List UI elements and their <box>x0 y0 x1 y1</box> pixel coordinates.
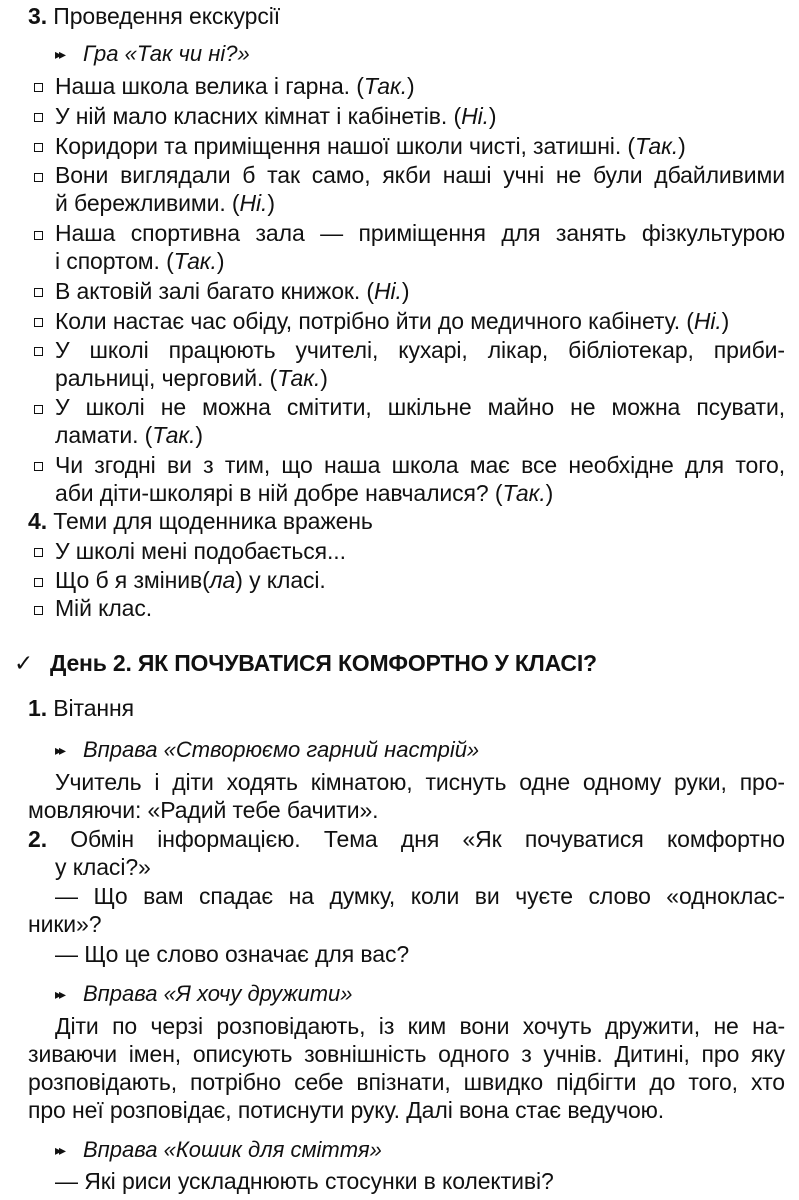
question-line: ники»? <box>28 911 102 937</box>
subsection-1-heading <box>28 694 134 722</box>
square-bullet-icon <box>34 606 43 615</box>
exercise-title: ▸▸ Вправа «Кошик для сміття» <box>55 1137 382 1162</box>
paragraph-line: про неї розповідає, потиснути руку. Далі вона стає ведучою. <box>28 1097 665 1123</box>
section-3-heading <box>28 2 280 30</box>
game-title <box>55 40 250 70</box>
subsection-2-heading-continuation: у класі?» <box>55 854 151 880</box>
question-line: — Що вам спадає на думку, коли ви чуєте слово «однoклас- <box>55 883 785 909</box>
list-item: Коридори та приміщення нашої школи чисті, затишні. (Так.) <box>55 133 686 159</box>
section-title: Обмін інформацією. Тема дня «Як почуватися комфортно <box>70 826 786 852</box>
list-item-continuation: й бережливими. (Ні.) <box>55 190 275 216</box>
list-item-continuation: ламати. (Так.) <box>55 422 203 448</box>
paragraph-line: Діти по черзі розповідають, із ким вони хочуть дружити, не на- <box>55 1013 785 1039</box>
section-number: 1. <box>28 695 47 721</box>
square-bullet-icon <box>34 548 43 557</box>
square-bullet-icon <box>34 173 43 182</box>
double-arrow-icon: ▸▸ <box>55 46 64 62</box>
section-number: 2. <box>28 826 47 852</box>
square-bullet-icon <box>34 578 43 587</box>
square-bullet-icon <box>34 347 43 356</box>
paragraph-line: Учитель і діти ходять кімнатою, тиснуть одне одному руки, про- <box>55 769 785 795</box>
list-item-continuation: ральниці, черговий. (Так.) <box>55 365 328 391</box>
list-item: Мій клас. <box>55 595 153 621</box>
list-item: У ній мало класних кімнат і кабінетів. (Ні.) <box>55 103 497 129</box>
list-item-continuation: і спортом. (Так.) <box>55 248 225 274</box>
paragraph-line: розповідають, потрібно себе впізнати, швидко підбігти до того, хто <box>28 1069 785 1095</box>
exercise-title: ▸▸ Вправа «Я хочу дружити» <box>55 981 353 1006</box>
paragraph-line: мовляючи: «Радий тебе бачити». <box>28 797 379 823</box>
exercise-title: ▸▸ Вправа «Створюємо гарний настрій» <box>55 737 480 762</box>
day-heading-text: День 2. ЯК ПОЧУВАТИСЯ КОМФОРТНО У КЛАСІ? <box>50 650 597 676</box>
list-item: Вони виглядали б так само, якби наші учні не були дбайливими <box>55 162 785 188</box>
section-number: 3. <box>28 3 47 29</box>
list-item: В актовій залі багато книжок. (Ні.) <box>55 278 410 304</box>
square-bullet-icon <box>34 405 43 414</box>
square-bullet-icon <box>34 318 43 327</box>
section-title: Теми для щоденника вражень <box>53 508 373 534</box>
paragraph-line: зиваючи імен, описують зовнішність одного з учнів. Дитині, про яку <box>28 1041 785 1067</box>
square-bullet-icon <box>34 462 43 471</box>
section-number: 4. <box>28 508 47 534</box>
list-item: У школі працюють учителі, кухарі, лікар, бібліотекар, приби- <box>55 337 785 363</box>
square-bullet-icon <box>34 231 43 240</box>
list-item: Чи згодні ви з тим, що наша школа має все необхідне для того, <box>55 452 785 478</box>
list-item: Наша школа велика і гарна. (Так.) <box>55 73 415 99</box>
list-item: Що б я змінив(ла) у класі. <box>55 567 326 593</box>
list-item: У школі не можна смітити, шкільне майно не можна псувати, <box>55 394 785 420</box>
game-title-text: Гра «Так чи ні?» <box>83 41 250 66</box>
checkmark-icon: ✓ <box>14 650 34 676</box>
square-bullet-icon <box>34 113 43 122</box>
square-bullet-icon <box>34 83 43 92</box>
list-item-continuation: аби діти-школярі в ній добре навчалися? (Так.) <box>55 480 554 506</box>
list-item: Наша спортивна зала — приміщення для занять фізкультурою <box>55 220 785 246</box>
section-title: Проведення екскурсії <box>53 3 281 29</box>
section-title: Вітання <box>53 695 134 721</box>
square-bullet-icon <box>34 143 43 152</box>
subsection-2-heading <box>28 825 785 853</box>
question-line: — Які риси ускладнюють стосунки в колективі? <box>55 1168 554 1194</box>
list-item: Коли настає час обіду, потрібно йти до медичного кабінету. (Ні.) <box>55 308 730 334</box>
list-item: У школі мені подобається... <box>55 538 346 564</box>
double-arrow-icon: ▸▸ <box>55 986 64 1002</box>
double-arrow-icon: ▸▸ <box>55 742 64 758</box>
section-4-heading <box>28 507 373 535</box>
double-arrow-icon: ▸▸ <box>55 1142 64 1158</box>
square-bullet-icon <box>34 288 43 297</box>
day-2-heading <box>14 648 597 678</box>
question-line: — Що це слово означає для вас? <box>55 941 410 967</box>
